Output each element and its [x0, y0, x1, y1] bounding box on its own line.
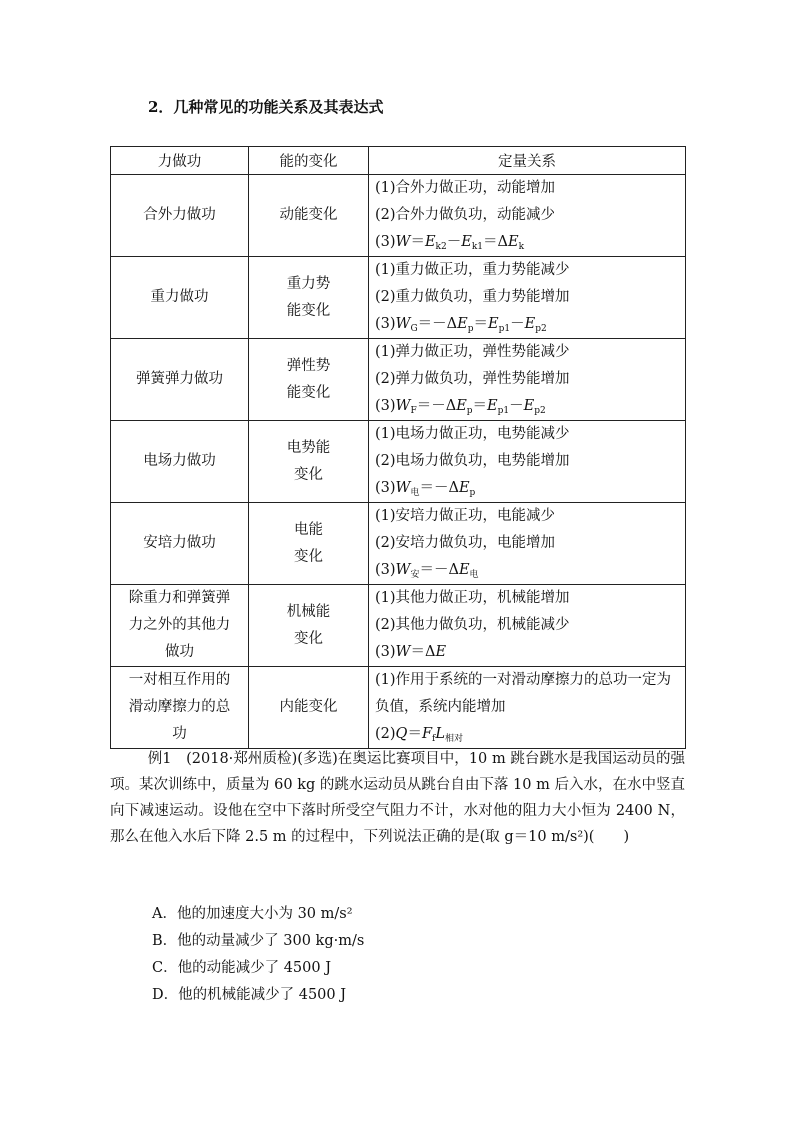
table-row: [111, 421, 686, 503]
header-force-work: 力做功: [111, 147, 249, 175]
relation-line: (1)其他力做正功，机械能增加: [375, 590, 570, 606]
relation-formula: $(2)Q=F_fL_{相对}$: [375, 726, 463, 744]
relation-cell: [369, 503, 686, 585]
force-text: 做功: [165, 644, 194, 660]
relation-line: (2)其他力做负功，机械能减少: [375, 617, 570, 633]
energy-text: 能变化: [286, 302, 331, 319]
relation-cell: [369, 175, 686, 257]
energy-cell: [249, 421, 369, 503]
relation-cell: [369, 421, 686, 503]
relation-formula: $(3)W_安=-\Delta E_电$: [375, 562, 479, 580]
force-cell: [111, 585, 249, 667]
force-text: 弹簧弹力做功: [136, 371, 223, 387]
relation-line: (2)弹力做负功，弹性势能增加: [375, 371, 570, 387]
relation-formula: (3)W＝ΔE: [375, 644, 447, 660]
relation-line: (2)安培力做负功，电能增加: [375, 535, 556, 551]
force-text: 安培力做功: [143, 535, 216, 551]
example-label: 例1: [147, 751, 172, 767]
relation-cell: [369, 667, 686, 749]
header-quantitative-relation: 定量关系: [369, 147, 686, 175]
force-cell: [111, 421, 249, 503]
energy-cell: [249, 585, 369, 667]
energy-text: 能变化: [286, 384, 331, 401]
relation-line: (2)重力做负功，重力势能增加: [375, 289, 570, 305]
energy-cell: [249, 339, 369, 421]
energy-cell: [249, 667, 369, 749]
relation-formula: $(3)W=E_{k2}-E_{k1}=\Delta E_k$: [375, 234, 525, 252]
force-cell: [111, 257, 249, 339]
relation-line: (1)合外力做正功，动能增加: [375, 180, 556, 196]
relation-cell: [369, 339, 686, 421]
energy-text: 电势能: [286, 439, 331, 456]
table-header-row: [111, 147, 686, 175]
option-d: D．他的机械能减少了 4500 J: [152, 987, 347, 1003]
option-c: C．他的动能减少了 4500 J: [152, 960, 332, 976]
energy-text: 变化: [294, 630, 323, 647]
energy-text: 内能变化: [279, 699, 338, 715]
force-cell: [111, 175, 249, 257]
option-a: A．他的加速度大小为 30 m/s²: [152, 906, 353, 922]
example-text: 在奥运比赛项目中，10 m 跳台跳水是我国运动员的强项。某次训练中，质量为 60 kg 的跳水运动员从跳台自由下落 10 m 后入水，在水中竖直向下减速运动。设他在空中下落时所受空气阻力不计，水对他的阻力大小恒为 2400 N，那么在他入水后下降 2.5 m 的过程中，下列说法正确的是(取 g＝10 m/s²)( ): [110, 751, 686, 845]
energy-cell: [249, 175, 369, 257]
force-cell: [111, 339, 249, 421]
relation-line: (1)电场力做正功，电势能减少: [375, 426, 570, 442]
force-text: 力之外的其他力: [128, 617, 231, 633]
relation-line: (1)作用于系统的一对滑动摩擦力的总功一定为负值，系统内能增加: [375, 672, 672, 715]
force-cell: [111, 503, 249, 585]
energy-text: 变化: [294, 466, 323, 483]
relation-formula: $(3)W_电=-\Delta E_p$: [375, 480, 476, 498]
example-source: (2018·郑州质检)(多选): [186, 751, 338, 767]
relation-cell: [369, 257, 686, 339]
relation-line: (2)电场力做负功，电势能增加: [375, 453, 570, 469]
table-row: [111, 503, 686, 585]
energy-relations-table: [110, 146, 686, 749]
example-problem: [110, 746, 685, 850]
force-text: 除重力和弹簧弹: [128, 590, 231, 606]
energy-text: 重力势: [286, 275, 331, 292]
force-text: 功: [172, 726, 187, 742]
energy-text: 电能: [294, 521, 323, 538]
table-row: [111, 257, 686, 339]
energy-text: 变化: [294, 548, 323, 565]
table-row: [111, 585, 686, 667]
header-energy-change: 能的变化: [249, 147, 369, 175]
relation-line: (1)弹力做正功，弹性势能减少: [375, 344, 570, 360]
force-cell: [111, 667, 249, 749]
force-text: 一对相互作用的: [128, 672, 231, 688]
table-row: [111, 175, 686, 257]
relation-line: (1)安培力做正功，电能减少: [375, 508, 556, 524]
force-text: 滑动摩擦力的总: [128, 699, 231, 715]
section-title: 2．几种常见的功能关系及其表达式: [148, 98, 384, 116]
energy-text: 弹性势: [286, 357, 331, 374]
relation-line: (1)重力做正功，重力势能减少: [375, 262, 570, 278]
force-text: 电场力做功: [143, 453, 216, 469]
energy-text: 机械能: [286, 603, 331, 620]
relation-formula: $(3)W_F=-\Delta E_p=E_{p1}-E_{p2}$: [375, 398, 546, 416]
energy-cell: [249, 257, 369, 339]
example-paragraph: [110, 746, 685, 850]
force-text: 合外力做功: [143, 207, 216, 223]
relation-cell: [369, 585, 686, 667]
relation-line: (2)合外力做负功，动能减少: [375, 207, 556, 223]
table-row: [111, 667, 686, 749]
option-b: B．他的动量减少了 300 kg·m/s: [152, 933, 365, 949]
energy-text: 动能变化: [279, 207, 338, 223]
relation-formula: $(3)W_G=-\Delta E_p=E_{p1}-E_{p2}$: [375, 316, 547, 334]
force-text: 重力做功: [150, 289, 209, 305]
energy-cell: [249, 503, 369, 585]
table-row: [111, 339, 686, 421]
